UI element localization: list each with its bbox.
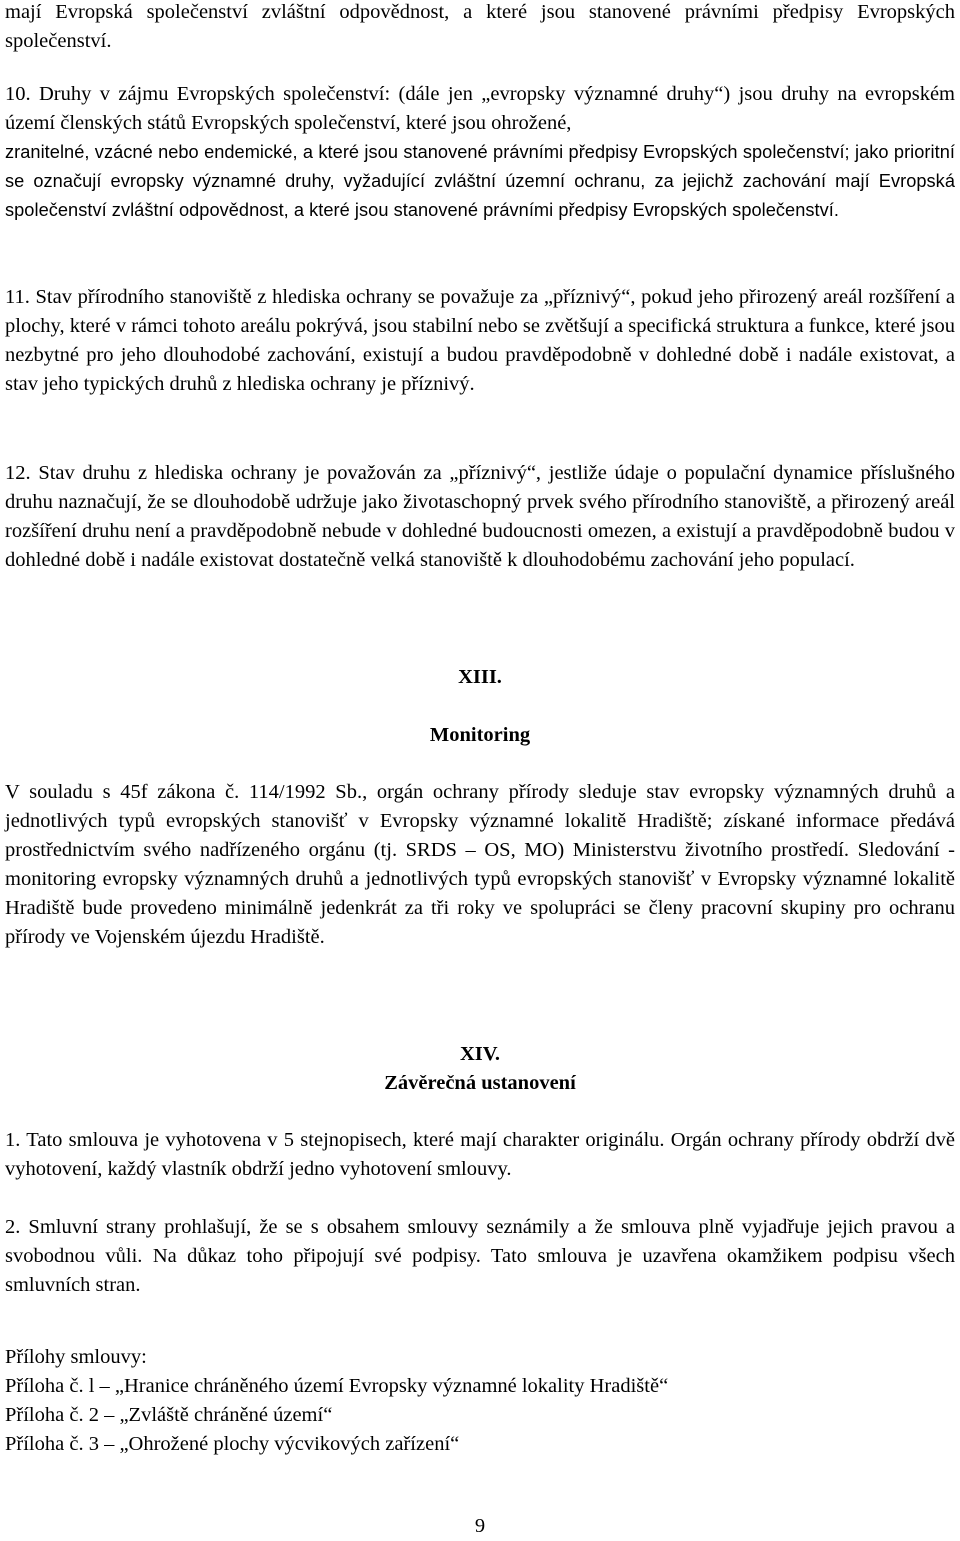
paragraph-10-lead: 10. Druhy v zájmu Evropských společenství: (dále jen „evropsky významné druhy“) jsou druhy na evropském území členských států Evropských společenství, které jsou ohrožené, — [5, 83, 955, 134]
paragraph-11: 11. Stav přírodního stanoviště z hlediska ochrany se považuje za „příznivý“, pokud jeho přirozený areál rozšíření a plochy, které v rámci tohoto areálu pokrývá, jsou stabilní nebo se zvětšují a specifická struktura a funkce, které jsou nezbytné pro jeho dlouhodobé zachování, existují a budou pravděpodobně v dohledné době i nadále existovat, a stav jeho typických druhů z hlediska ochrany je příznivý. — [5, 286, 955, 395]
final-provision-2: 2. Smluvní strany prohlašují, že se s obsahem smlouvy seznámily a že smlouva plně vyjadřuje jejich pravou a svobodnou vůli. Na důkaz toho připojují své podpisy. Tato smlouva je uzavřena okamžikem podpisu všech smluvních stran. — [5, 1216, 955, 1296]
section-13-title: Monitoring — [429, 724, 531, 746]
attachment-item: Příloha č. l – „Hranice chráněného území Evropsky významné lokality Hradiště“ — [5, 1375, 669, 1397]
section-14-title: Závěrečná ustanovení — [384, 1072, 576, 1094]
monitoring-paragraph: V souladu s 45f zákona č. 114/1992 Sb., orgán ochrany přírody sleduje stav evropsky významných druhů a jednotlivých typů evropských stanovišť v Evropsky významné lokalitě Hradiště; získané informace předává prostřednictvím svého nadřízeného orgánu (tj. SRDS – OS, MO) Ministerstvu životního prostředí. Sledování - monitoring evropsky významných druhů a jednotlivých typů evropských stanovišť v Evropsky významné lokalitě Hradiště bude provedeno minimálně jedenkrát za tři roky ve spolupráci se členy pracovní skupiny pro ochranu přírody ve Vojenském újezdu Hradiště. — [5, 781, 955, 948]
continuation-paragraph: mají Evropská společenství zvláštní odpovědnost, a které jsou stanovené právními předpisy Evropských společenství. — [5, 1, 955, 52]
attachment-item: Příloha č. 2 – „Zvláště chráněné území“ — [5, 1404, 333, 1426]
attachment-item: Příloha č. 3 – „Ohrožené plochy výcvikových zařízení“ — [5, 1433, 460, 1455]
attachments-heading: Přílohy smlouvy: — [5, 1346, 147, 1368]
final-provision-1: 1. Tato smlouva je vyhotovena v 5 stejnopisech, které mají charakter originálu. Orgán ochrany přírody obdrží dvě vyhotovení, každý vlastník obdrží jedno vyhotovení smlouvy. — [5, 1129, 955, 1180]
page-number: 9 — [474, 1515, 486, 1537]
paragraph-10-rest: zranitelné, vzácné nebo endemické, a které jsou stanovené právními předpisy Evropských společenství; jako prioritní se označují evropsky významné druhy, vyžadující zvláštní územní ochranu, za jejichž zachování mají Evropská společenství zvláštní odpovědnost, a které jsou stanovené právními předpisy Evropských společenství. — [5, 142, 955, 220]
paragraph-10 — [5, 80, 955, 225]
section-14-number: XIV. — [459, 1043, 501, 1065]
paragraph-12: 12. Stav druhu z hlediska ochrany je považován za „příznivý“, jestliže údaje o populační dynamice příslušného druhu naznačují, že se dlouhodobě udržuje jako životaschopný prvek svého přírodního stanoviště, a přirozený areál rozšíření druhu není a pravděpodobně nebude v dohledné budoucnosti omezen, a existují a pravděpodobně budou v dohledné době i nadále existovat dostatečně velká stanoviště k dlouhodobému zachování jeho populací. — [5, 462, 955, 571]
section-13-number: XIII. — [458, 666, 502, 688]
